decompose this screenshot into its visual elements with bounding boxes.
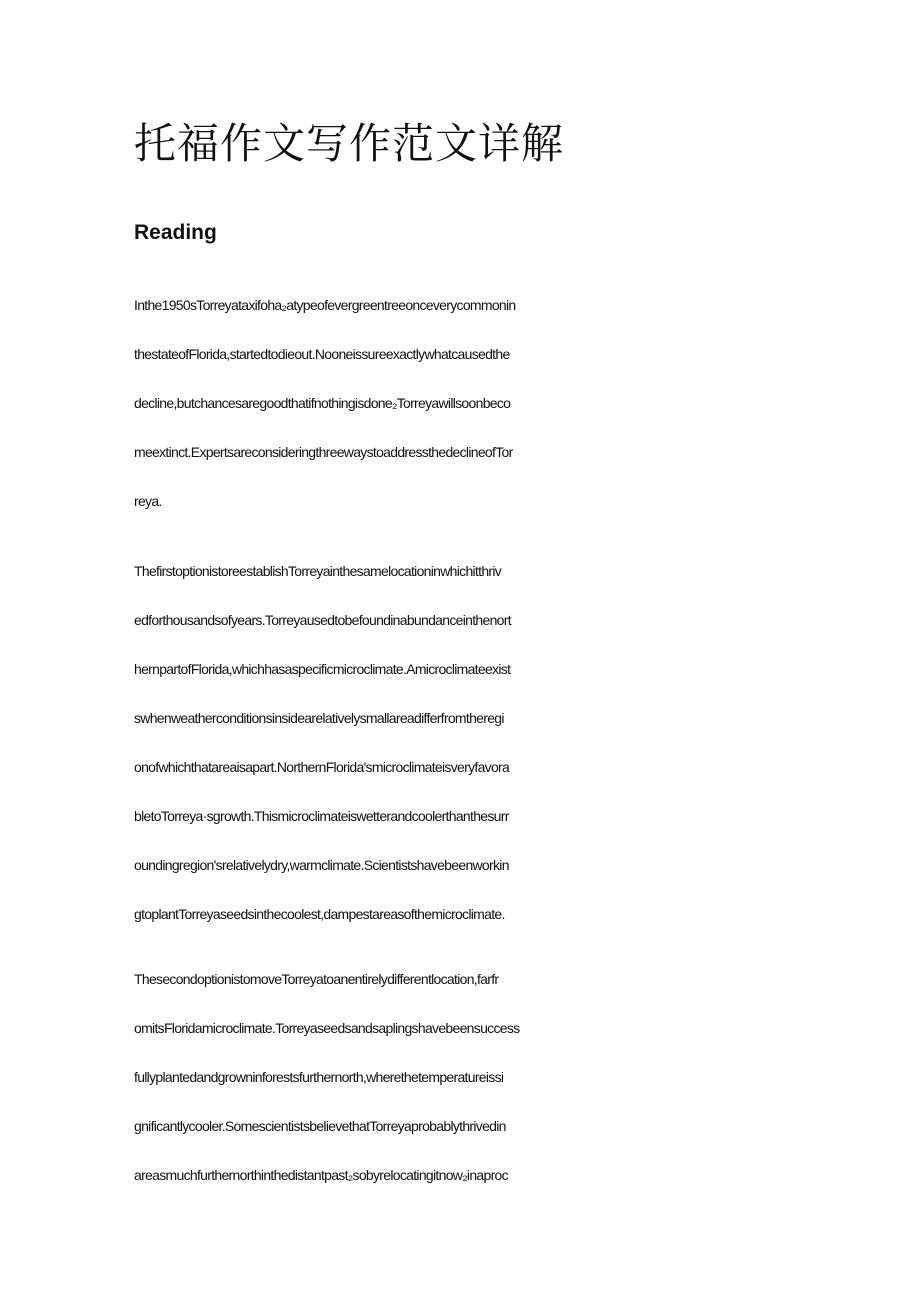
paragraph-line: Inthe1950sTorreyataxifoha₂atypeofevergreentreeonceverycommonin (134, 297, 516, 313)
paragraph-line: reya. (134, 493, 162, 509)
paragraph-line: oundingregion'srelativelydry,warmclimate.Scientistshavebeenworkin (134, 857, 509, 873)
paragraph-line: areasmuchfurthernorthinthedistantpast₂sobyrelocatingitnow₂inaproc (134, 1167, 508, 1183)
paragraph-line: ThefirstoptionistoreestablishTorreyainthesamelocationinwhichitthriv (134, 563, 502, 579)
paragraph-line: gnificantlycooler.SomescientistsbelievethatTorreyaprobablythrivedin (134, 1118, 506, 1134)
paragraph-1 (134, 290, 794, 535)
paragraph-line: ThesecondoptionistomoveTorreyatoanentirelydifferentlocation,farfr (134, 971, 499, 987)
section-heading-reading: Reading (134, 221, 217, 244)
paragraph-line: bletoTorreya·sgrowth.Thismicroclimateiswetterandcoolerthanthesurr (134, 808, 509, 824)
paragraph-line: omitsFloridamicroclimate.Torreyaseedsandsaplingshavebeensuccess (134, 1020, 520, 1036)
paragraph-line: hernpartofFlorida,whichhasaspecificmicroclimate.Amicroclimateexist (134, 661, 511, 677)
paragraph-line: fullyplantedandgrowninforestsfurthernorth,wherethetemperatureissi (134, 1069, 504, 1085)
paragraph-line: thestateofFlorida,startedtodieout.Nooneissureexactlywhatcausedthe (134, 346, 510, 362)
paragraph-3 (134, 964, 794, 1209)
paragraph-line: edforthousandsofyears.Torreyausedtobefoundinabundanceinthenort (134, 612, 511, 628)
paragraph-2 (134, 556, 794, 948)
paragraph-line: decline,butchancesaregoodthatifnothingisdone₂Torreyawillsoonbeco (134, 395, 511, 411)
paragraph-line: onofwhichthatareaisapart.NorthernFlorida'smicroclimateisveryfavora (134, 759, 510, 775)
paragraph-line: meextinct.ExpertsareconsideringthreewaystoaddressthedeclineofTor (134, 444, 513, 460)
paragraph-line: gtoplantTorreyaseedsinthecoolest,dampestareasofthemicroclimate. (134, 906, 505, 922)
document-title: 托福作文写作范文详解 (134, 119, 565, 168)
paragraph-line: swhenweatherconditionsinsidearelativelysmallareadifferfromtheregi (134, 710, 504, 726)
